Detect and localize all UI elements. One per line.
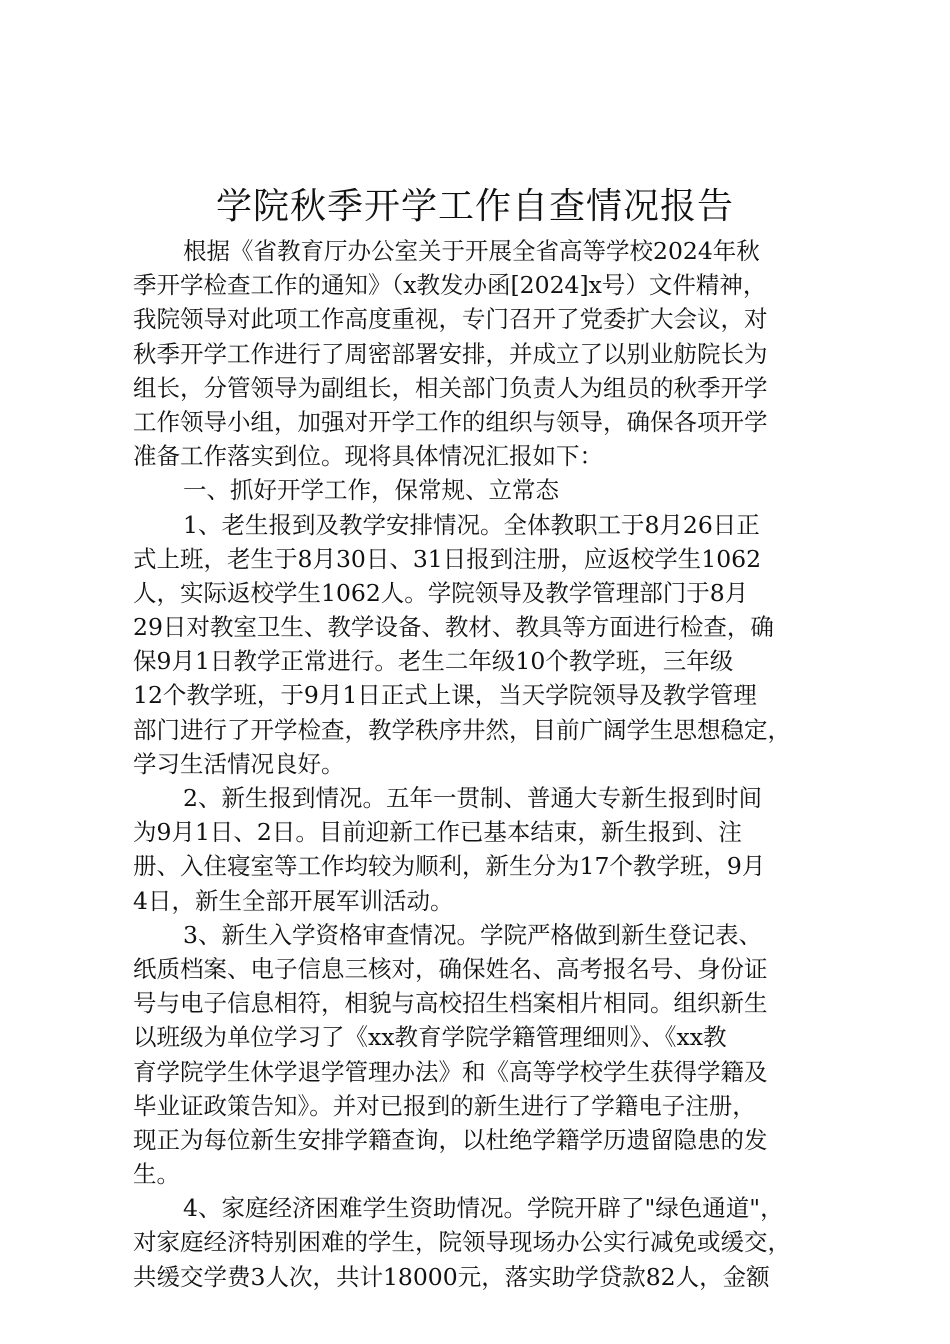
text-line: 纸质档案、电子信息三核对，确保姓名、高考报名号、身份证	[133, 954, 768, 983]
text-line: 29日对教室卫生、教学设备、教材、教具等方面进行检查，确	[133, 613, 774, 642]
document-body	[133, 234, 833, 1294]
text-line: 保9月1日教学正常进行。老生二年级10个教学班，三年级	[133, 647, 734, 676]
text-line: 根据《省教育厅办公室关于开展全省高等学校2024年秋	[183, 237, 760, 265]
text-line: 一、抓好开学工作，保常规、立常态	[183, 476, 559, 505]
text-line: 学习生活情况良好。	[133, 749, 345, 778]
text-line: 育学院学生休学退学管理办法》和《高等学校学生获得学籍及	[133, 1057, 768, 1086]
text-line: 4日，新生全部开展军训活动。	[133, 886, 454, 915]
text-line: 毕业证政策告知》。并对已报到的新生进行了学籍电子注册，	[133, 1091, 756, 1120]
text-line: 组长，分管领导为副组长，相关部门负责人为组员的秋季开学	[133, 373, 768, 402]
text-line: 12个教学班，于9月1日正式上课，当天学院领导及教学管理	[133, 681, 757, 710]
text-line: 秋季开学工作进行了周密部署安排，并成立了以别业舫院长为	[133, 339, 768, 368]
text-line: 1、老生报到及教学安排情况。全体教职工于8月26日正	[183, 510, 760, 539]
text-line: 部门进行了开学检查，教学秩序井然，目前广阔学生思想稳定，	[133, 715, 791, 744]
text-line: 2、新生报到情况。五年一贯制、普通大专新生报到时间	[183, 784, 762, 812]
text-line: 现正为每位新生安排学籍查询，以杜绝学籍学历遗留隐患的发	[133, 1125, 768, 1154]
text-line: 式上班，老生于8月30日、31日报到注册，应返校学生1062	[133, 544, 762, 573]
text-line: 册、入住寝室等工作均较为顺利，新生分为17个教学班，9月	[133, 852, 766, 881]
text-line: 工作领导小组，加强对开学工作的组织与领导，确保各项开学	[133, 407, 768, 436]
text-line: 共缓交学费3人次，共计18000元，落实助学贷款82人，金额	[133, 1262, 770, 1291]
text-line: 3、新生入学资格审查情况。学院严格做到新生登记表、	[183, 920, 762, 949]
text-line: 准备工作落实到位。现将具体情况汇报如下：	[133, 442, 603, 471]
text-line: 人，实际返校学生1062人。学院领导及教学管理部门于8月	[133, 578, 749, 607]
text-line: 4、家庭经济困难学生资助情况。学院开辟了"绿色通道"，	[183, 1194, 784, 1223]
text-line: 生。	[133, 1160, 180, 1189]
text-line: 号与电子信息相符，相貌与高校招生档案相片相同。组织新生	[133, 989, 768, 1018]
text-line: 季开学检查工作的通知》（x教发办函[2024]x号）文件精神，	[133, 271, 767, 300]
text-line: 为9月1日、2日。目前迎新工作已基本结束，新生报到、注	[133, 818, 742, 847]
text-line: 以班级为单位学习了《xx教育学院学籍管理细则》、《xx教	[133, 1023, 727, 1052]
document-title: 学院秋季开学工作自查情况报告	[215, 186, 734, 227]
text-line: 对家庭经济特别困难的学生，院领导现场办公实行减免或缓交，	[133, 1228, 791, 1257]
text-line: 我院领导对此项工作高度重视，专门召开了党委扩大会议，对	[133, 305, 768, 334]
